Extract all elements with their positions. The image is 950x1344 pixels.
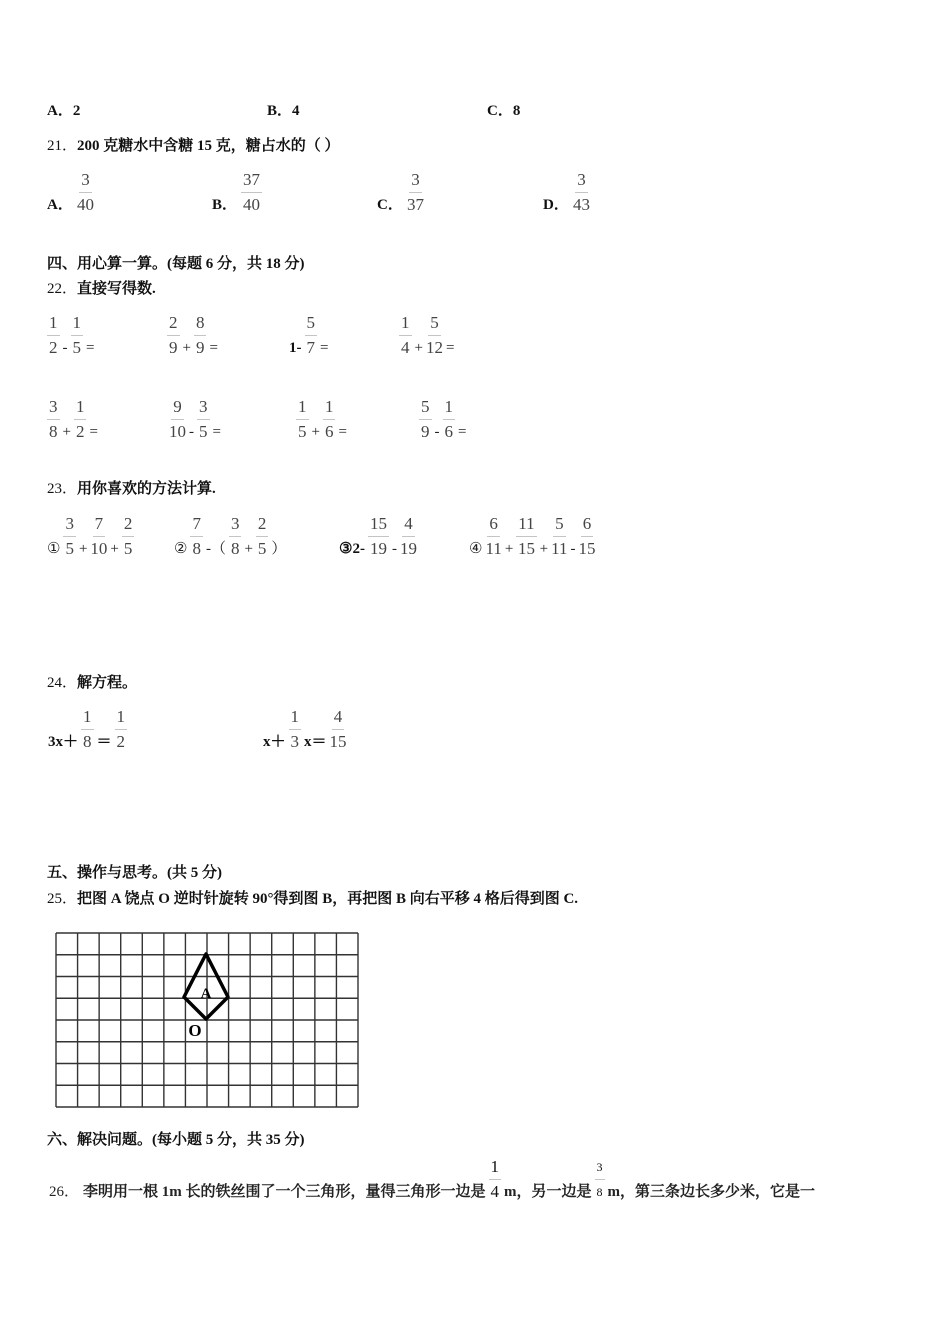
operator: ＝: [96, 734, 112, 750]
question-text: m，另一边是: [504, 1184, 592, 1200]
fraction: [595, 1155, 605, 1204]
operator: -: [189, 424, 194, 440]
numerator: 3: [63, 512, 76, 537]
fraction: [115, 705, 128, 754]
numerator: 5: [419, 395, 432, 420]
fraction: [551, 512, 567, 561]
numerator: 3: [79, 168, 92, 193]
option-c-label: C．: [377, 197, 403, 213]
numerator: 1: [296, 395, 309, 420]
fraction: [167, 311, 180, 360]
operator: x＋: [263, 734, 286, 750]
numerator: 1: [323, 395, 336, 420]
question-text: 用你喜欢的方法计算.: [77, 481, 216, 497]
numerator: 3: [595, 1155, 605, 1180]
numerator: 2: [122, 512, 135, 537]
numerator: 2: [167, 311, 180, 336]
numerator: 11: [516, 512, 536, 537]
operator: -（: [205, 541, 226, 557]
denominator: 15: [578, 539, 596, 558]
denominator: 11: [551, 539, 568, 558]
fraction: [229, 512, 242, 561]
operator: -: [434, 424, 440, 440]
denominator: 10: [90, 539, 108, 558]
denominator: 3: [290, 732, 300, 751]
numerator: 6: [487, 512, 500, 537]
numerator: 1: [289, 705, 302, 730]
expression: [287, 311, 330, 360]
equation: [46, 705, 128, 754]
section-title: 六、解决问题。(每小题 5 分，共 35 分): [47, 1132, 305, 1148]
operator: +: [182, 340, 191, 356]
operator: =: [338, 424, 347, 440]
operator: +: [311, 424, 320, 440]
operator: ②: [174, 541, 188, 557]
numerator: 1: [71, 311, 84, 336]
denominator: 8: [230, 539, 240, 558]
numerator: 1: [74, 395, 87, 420]
question-22: [47, 279, 156, 299]
operator: +: [110, 541, 119, 557]
operator: =: [89, 424, 98, 440]
question-text: 直接写得数.: [77, 281, 156, 297]
operator: +: [414, 340, 423, 356]
numerator: 1: [115, 705, 128, 730]
operator: -: [62, 340, 68, 356]
option-c: [487, 101, 520, 121]
denominator: 9: [421, 422, 430, 441]
denominator: 8: [596, 1185, 603, 1199]
denominator: 4: [490, 1182, 500, 1201]
numerator: 1: [443, 395, 456, 420]
fraction: [289, 705, 302, 754]
question-number: 21．: [47, 138, 78, 154]
denominator: 10: [169, 422, 186, 441]
option-b-label: B．: [212, 197, 238, 213]
numerator: 1: [47, 311, 60, 336]
fraction: [579, 512, 596, 561]
fraction: [197, 395, 210, 444]
numerator: 1: [399, 311, 412, 336]
fraction: [190, 512, 203, 561]
operator: 3x＋: [48, 734, 79, 750]
denominator: 11: [485, 539, 502, 558]
option-a: [47, 101, 80, 121]
fraction: [296, 395, 309, 444]
question-text: m，第三条边长多少米，它是一: [607, 1184, 816, 1200]
denominator: 40: [243, 195, 260, 214]
question-number: 23．: [47, 481, 78, 497]
expression: [418, 395, 468, 444]
fraction: [305, 311, 318, 360]
numerator: 3: [409, 168, 422, 193]
denominator: 6: [324, 422, 334, 441]
denominator: 9: [169, 338, 178, 357]
operator: +: [244, 541, 253, 557]
shape-a-label: A: [200, 986, 212, 1002]
equation: [261, 705, 348, 754]
fraction: [400, 512, 417, 561]
option-label: C．: [487, 103, 513, 119]
fraction: [71, 311, 84, 360]
denominator: 5: [72, 338, 81, 357]
operator: +: [539, 541, 549, 557]
operator: +: [62, 424, 71, 440]
section-title: 五、操作与思考。(共 5 分): [47, 865, 222, 881]
question-21: [47, 136, 340, 156]
fraction: [426, 311, 443, 360]
operator: ①: [47, 541, 61, 557]
fraction: [419, 395, 432, 444]
question-number: 24．: [47, 675, 78, 691]
denominator: 6: [444, 422, 453, 441]
numerator: 9: [171, 395, 184, 420]
denominator: 15: [329, 732, 347, 751]
numerator: 7: [190, 512, 203, 537]
operator: ③2-: [339, 541, 365, 557]
fraction: [368, 512, 389, 561]
fraction: [81, 705, 94, 754]
question-number: 22．: [47, 281, 78, 297]
expression: [168, 395, 223, 444]
expression: [467, 512, 597, 561]
denominator: 2: [49, 338, 58, 357]
operator: =: [212, 424, 221, 440]
operator: +: [504, 541, 514, 557]
denominator: 37: [407, 195, 424, 214]
expression: [45, 512, 135, 561]
numerator: 7: [93, 512, 106, 537]
expression: [172, 512, 288, 561]
numerator: 6: [581, 512, 594, 537]
numerator: 1: [489, 1155, 502, 1180]
denominator: 7: [306, 338, 315, 357]
operator: 1-: [289, 340, 302, 356]
point-o-label: O: [188, 1021, 202, 1040]
fraction: [399, 311, 412, 360]
numerator: 2: [256, 512, 269, 537]
denominator: 12: [425, 338, 443, 357]
section-title: 四、用心算一算。(每题 6 分，共 18 分): [47, 256, 305, 272]
operator: -: [391, 541, 397, 557]
option-b: [267, 101, 300, 121]
expression: [46, 311, 96, 360]
expression: [398, 311, 456, 360]
question-24: [47, 673, 137, 693]
question-text: 把图 A 饶点 O 逆时针旋转 90°得到图 B，再把图 B 向右平移 4 格后得到图 C.: [77, 891, 579, 907]
numerator: 8: [194, 311, 207, 336]
numerator: 3: [47, 395, 60, 420]
operator: =: [320, 340, 329, 356]
numerator: 1: [81, 705, 94, 730]
denominator: 5: [123, 539, 133, 558]
option-b-fraction: [240, 168, 263, 217]
expression: [166, 311, 220, 360]
fraction: [122, 512, 135, 561]
fraction: [489, 1155, 502, 1204]
numerator: 4: [332, 705, 345, 730]
denominator: 19: [399, 539, 417, 558]
fraction: [63, 512, 76, 561]
question-number: 26．: [49, 1184, 80, 1200]
fraction: [194, 311, 207, 360]
question-text: 200 克糖水中含糖 15 克，糖占水的（ ）: [77, 138, 340, 154]
fraction: [443, 395, 456, 444]
numerator: 5: [305, 311, 318, 336]
numerator: 37: [241, 168, 262, 193]
option-a-fraction: [76, 168, 95, 217]
denominator: 4: [401, 338, 410, 357]
expression: [295, 395, 349, 444]
option-value: 8: [512, 103, 521, 119]
question-26: [47, 1155, 817, 1204]
question-25: [47, 889, 578, 909]
denominator: 8: [192, 539, 201, 558]
operator: =: [445, 340, 455, 356]
operator: x＝: [304, 734, 327, 750]
fraction: [90, 512, 107, 561]
denominator: 2: [116, 732, 126, 751]
expression: [46, 395, 100, 444]
fraction: [485, 512, 501, 561]
question-text: 李明用一根 1m 长的铁丝围了一个三角形，量得三角形一边是: [83, 1184, 486, 1200]
grid-figure: [55, 932, 359, 1108]
option-a-label: A．: [47, 197, 73, 213]
fraction: [169, 395, 186, 444]
denominator: 15: [517, 539, 535, 558]
denominator: 2: [75, 422, 85, 441]
numerator: 15: [368, 512, 389, 537]
option-d-label: D．: [543, 197, 569, 213]
fraction: [256, 512, 269, 561]
fraction: [47, 395, 60, 444]
denominator: 8: [49, 422, 58, 441]
question-number: 25．: [47, 891, 78, 907]
denominator: 19: [369, 539, 387, 558]
denominator: 5: [298, 422, 307, 441]
operator: =: [86, 340, 95, 356]
option-value: 2: [72, 103, 81, 119]
option-label: A．: [47, 103, 73, 119]
denominator: 9: [195, 338, 205, 357]
denominator: 40: [77, 195, 94, 214]
denominator: 5: [65, 539, 74, 558]
operator: ）: [271, 541, 287, 557]
operator: +: [78, 541, 88, 557]
denominator: 5: [257, 539, 267, 558]
question-text: 解方程。: [77, 675, 138, 691]
option-c-fraction: [406, 168, 425, 217]
fraction: [516, 512, 536, 561]
numerator: 3: [229, 512, 242, 537]
numerator: 5: [553, 512, 566, 537]
numerator: 3: [197, 395, 210, 420]
question-23: [47, 479, 216, 499]
fraction: [323, 395, 336, 444]
operator: =: [209, 340, 218, 356]
denominator: 43: [573, 195, 590, 214]
numerator: 5: [428, 311, 441, 336]
denominator: 5: [199, 422, 208, 441]
denominator: 8: [83, 732, 92, 751]
option-d-fraction: [572, 168, 591, 217]
fraction: [74, 395, 87, 444]
numerator: 3: [575, 168, 588, 193]
operator: -: [570, 541, 576, 557]
option-value: 4: [292, 103, 300, 119]
option-label: B．: [267, 103, 293, 119]
operator: =: [458, 424, 467, 440]
expression: [337, 512, 418, 561]
fraction: [330, 705, 347, 754]
fraction: [47, 311, 60, 360]
operator: ④: [469, 541, 483, 557]
numerator: 4: [402, 512, 415, 537]
